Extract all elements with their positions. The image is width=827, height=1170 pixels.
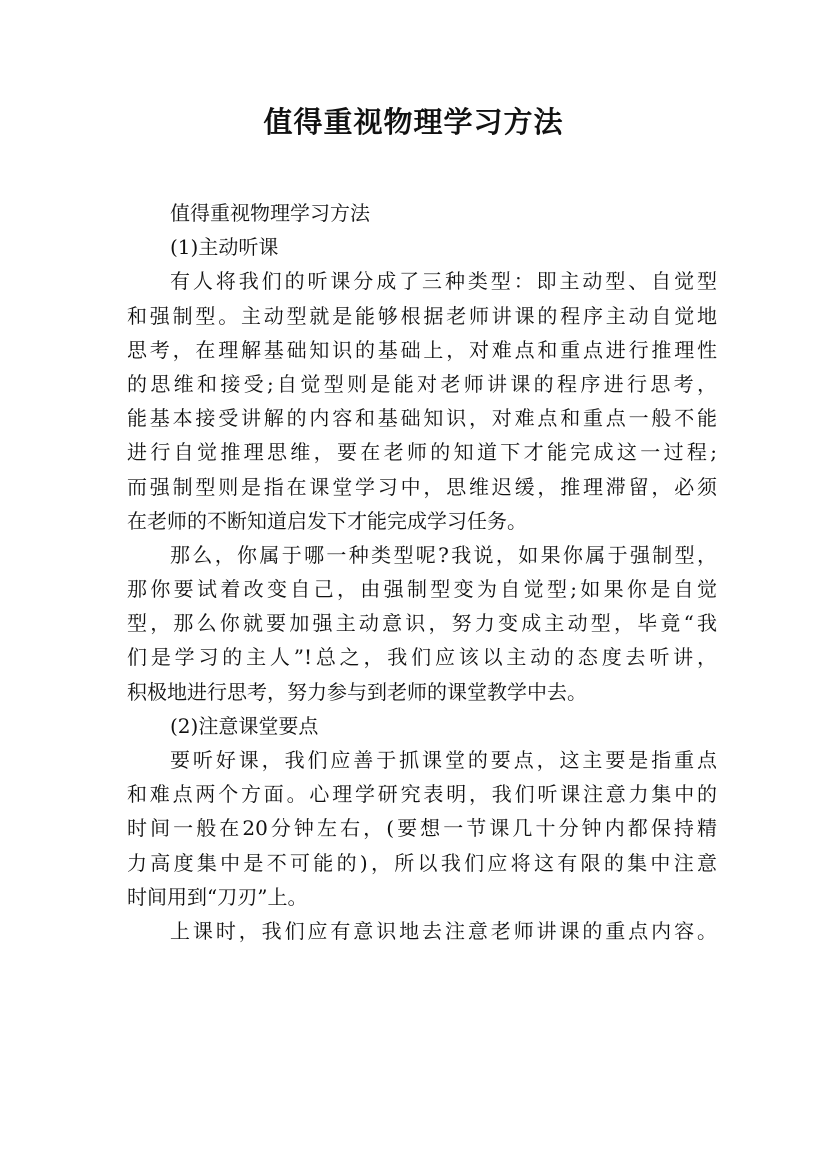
document-title: 值得重视物理学习方法 (263, 105, 564, 139)
text-line: 的思维和接受;自觉型则是能对老师讲课的程序进行思考， (127, 371, 717, 396)
text-line: 进行自觉推理思维，要在老师的知道下才能完成这一过程; (127, 440, 717, 465)
text-line: 和难点两个方面。心理学研究表明，我们听课注意力集中的 (127, 782, 717, 807)
text-line: 要听好课，我们应善于抓课堂的要点，这主要是指重点 (170, 748, 717, 772)
text-line: 那你要试着改变自己，由强制型变为自觉型;如果你是自觉 (127, 577, 717, 602)
text-line: 在老师的不断知道启发下才能完成学习任务。 (127, 508, 527, 533)
document-body (127, 196, 717, 948)
text-line: 有人将我们的听课分成了三种类型：即主动型、自觉型 (170, 269, 717, 294)
text-line: 值得重视物理学习方法 (170, 201, 370, 225)
text-line: 思考，在理解基础知识的基础上，对难点和重点进行推理性 (127, 337, 717, 362)
text-line: 时间一般在20分钟左右，(要想一节课几十分钟内都保持精 (127, 816, 717, 841)
text-line: 而强制型则是指在课堂学习中，思维迟缓，推理滞留，必须 (127, 474, 717, 499)
text-line: 时间用到“刀刃”上。 (127, 884, 308, 909)
text-line: (2)注意课堂要点 (170, 713, 319, 738)
text-line: 和强制型。主动型就是能够根据老师讲课的程序主动自觉地 (127, 303, 717, 328)
text-line: (1)主动听课 (170, 235, 279, 260)
text-line: 力高度集中是不可能的)，所以我们应将这有限的集中注意 (127, 850, 717, 875)
text-line: 能基本接受讲解的内容和基础知识，对难点和重点一般不能 (127, 406, 717, 431)
text-line: 型，那么你就要加强主动意识，努力变成主动型，毕竟“我 (127, 611, 717, 636)
text-line: 上课时，我们应有意识地去注意老师讲课的重点内容。 (170, 918, 717, 943)
text-line: 那么，你属于哪一种类型呢?我说，如果你属于强制型， (170, 542, 717, 567)
text-line: 们是学习的主人”!总之，我们应该以主动的态度去听讲， (127, 645, 717, 670)
text-line: 积极地进行思考，努力参与到老师的课堂教学中去。 (127, 679, 587, 704)
